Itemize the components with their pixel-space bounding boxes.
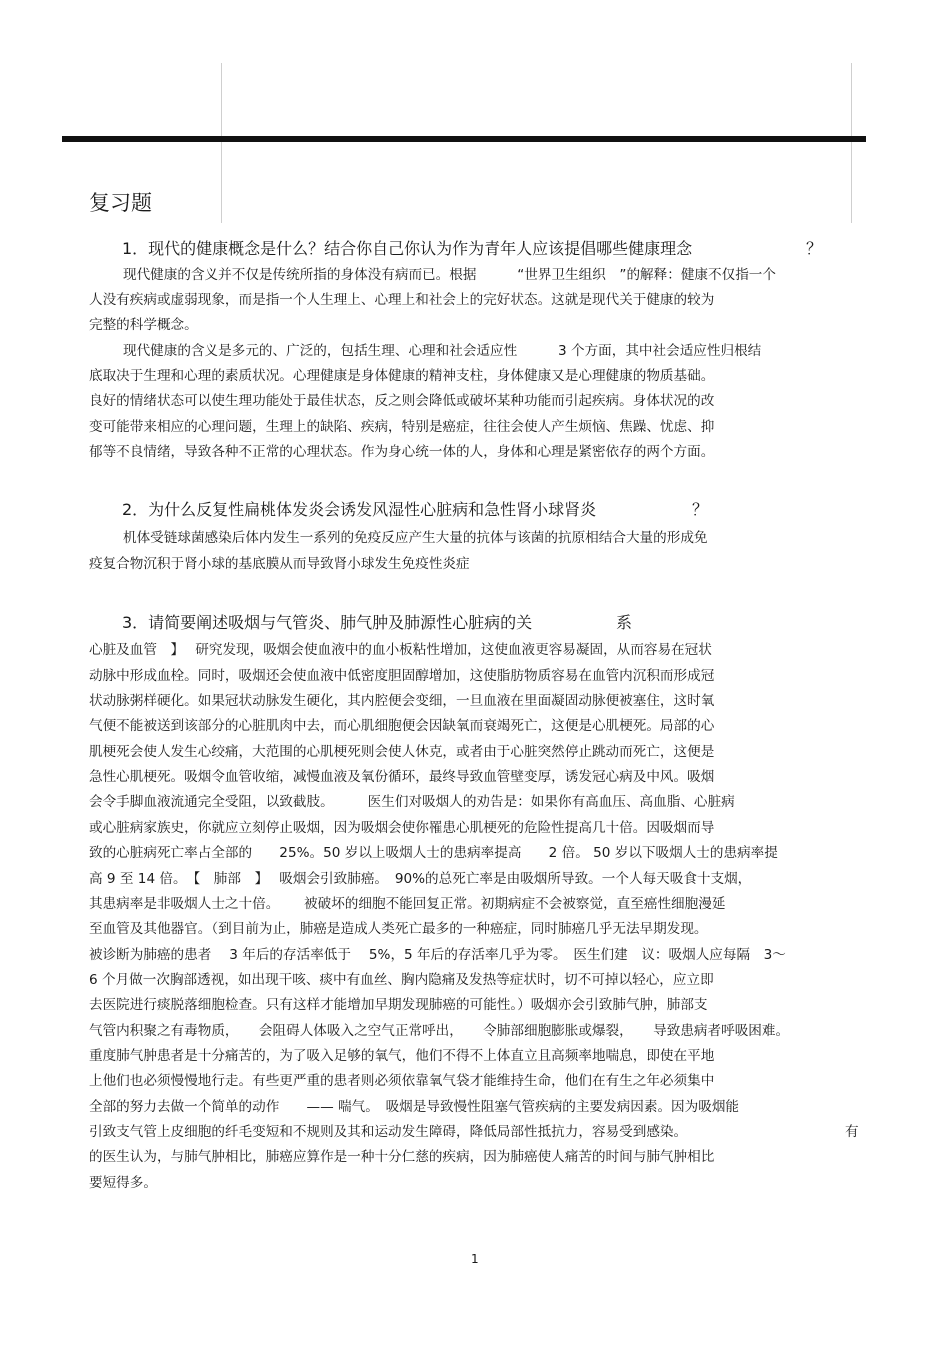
s3-line: 要短得多。	[89, 1175, 157, 1191]
s2-line: 疫复合物沉积于肾小球的基底膜从而导致肾小球发生免疫性炎症	[89, 556, 470, 572]
s3-line: 至血管及其他器官。（到目前为止，肺癌是造成人类死亡最多的一种癌症，同时肺癌几乎无法早期发现。	[89, 921, 708, 937]
s3-line: 全部的努力去做一个简单的动作 —— 喘气。 吸烟是导致慢性阻塞气管疾病的主要发病因素。因为吸烟能	[89, 1099, 740, 1115]
s3-line: 心脏及血管 】 研究发现，吸烟会使血液中的血小板粘性增加，这使血液更容易凝固，从而容易在冠状	[89, 642, 712, 658]
s1-line: 良好的情绪状态可以使生理功能处于最佳状态，反之则会降低或破坏某种功能而引起疾病。身体状况的改	[89, 393, 715, 409]
margin-guide-right	[851, 63, 852, 223]
s3-line: 状动脉粥样硬化。如果冠状动脉发生硬化，其内腔便会变细，一旦血液在里面凝固动脉便被塞住，这时氧	[89, 693, 715, 709]
s3-line: 被诊断为肺癌的患者 3 年后的存活率低于 5%，5 年后的存活率几乎为零。 医生们建 议：吸烟人应每隔 3～	[89, 947, 786, 963]
s3-line: 肌梗死会使人发生心绞痛，大范围的心肌梗死则会使人休克，或者由于心脏突然停止跳动而死亡，这便是	[89, 744, 715, 760]
s3-line: 气便不能被送到该部分的心脏肌肉中去，而心肌细胞便会因缺氧而衰竭死亡，这便是心肌梗死。局部的心	[89, 718, 715, 734]
s3-line: 引致支气管上皮细胞的纤毛变短和不规则及其和运动发生障碍，降低局部性抵抗力，容易受到感染。	[89, 1124, 688, 1140]
question-3-heading	[122, 610, 532, 633]
question-1-text: 1．现代的健康概念是什么？结合你自己你认为作为青年人应该提倡哪些健康理念	[122, 239, 693, 258]
header-rule	[62, 136, 866, 142]
s1-line: 现代健康的含义是多元的、广泛的，包括生理、心理和社会适应性 3 个方面，其中社会适应性归根结	[123, 343, 762, 359]
question-1-mark: ？	[806, 239, 823, 258]
s1-line: 现代健康的含义并不仅是传统所指的身体没有病而已。根据 “世界卫生组织 ”的解释：健康不仅指一个	[123, 267, 776, 283]
s3-trailing-word: 有	[845, 1124, 859, 1140]
s3-line: 会令手脚血液流通完全受阻，以致截肢。 医生们对吸烟人的劝告是：如果你有高血压、高血脂、心脏病	[89, 794, 735, 810]
question-2-text: 2．为什么反复性扁桃体发炎会诱发风湿性心脏病和急性肾小球肾炎	[122, 500, 597, 519]
s1-line: 底取决于生理和心理的素质状况。心理健康是身体健康的精神支柱，身体健康又是心理健康的物质基础。	[89, 368, 715, 384]
s3-line: 的医生认为，与肺气肿相比，肺癌应算作是一种十分仁慈的疾病，因为肺癌使人痛苦的时间与肺气肿相比	[89, 1149, 715, 1165]
question-3-text: 3．请简要阐述吸烟与气管炎、肺气肿及肺源性心脏病的关	[122, 613, 533, 632]
s3-line: 去医院进行痰脱落细胞检查。只有这样才能增加早期发现肺癌的可能性。）吸烟亦会引致肺气肿，肺部支	[89, 997, 708, 1013]
question-1-heading	[122, 236, 692, 259]
s1-line: 变可能带来相应的心理问题，生理上的缺陷、疾病，特别是癌症，往往会使人产生烦恼、焦躁、忧虑、抑	[89, 419, 715, 435]
s3-line: 致的心脏病死亡率占全部的 25%。50 岁以上吸烟人士的患病率提高 2 倍。 50 岁以下吸烟人士的患病率提	[89, 845, 778, 861]
s3-line: 急性心肌梗死。吸烟令血管收缩，减慢血液及氧份循环，最终导致血管壁变厚，诱发冠心病及中风。吸烟	[89, 769, 715, 785]
page-number: 1	[471, 1252, 479, 1266]
s3-line: 动脉中形成血栓。同时，吸烟还会使血液中低密度胆固醇增加，这使脂肪物质容易在血管内沉积而形成冠	[89, 668, 715, 684]
question-2-mark: ？	[692, 500, 709, 519]
s3-line: 高 9 至 14 倍。 【 肺部 】 吸烟会引致肺癌。 90%的总死亡率是由吸烟所导致。一个人每天吸食十支烟，	[89, 871, 752, 887]
s1-line: 完整的科学概念。	[89, 317, 198, 333]
question-3-mark: 系	[616, 613, 633, 632]
s3-line: 气管内积聚之有毒物质， 会阻碍人体吸入之空气正常呼出， 令肺部细胞膨胀或爆裂， 导致患病者呼吸困难。	[89, 1023, 790, 1039]
s3-line: 重度肺气肿患者是十分痛苦的，为了吸入足够的氧气，他们不得不上体直立且高频率地喘息，即使在平地	[89, 1048, 715, 1064]
margin-guide-left	[221, 63, 222, 223]
s3-line: 6 个月做一次胸部透视，如出现干咳、痰中有血丝、胸内隐痛及发热等症状时，切不可掉以轻心，应立即	[89, 972, 714, 988]
page-title: 复习题	[89, 191, 152, 215]
s1-line: 郁等不良情绪，导致各种不正常的心理状态。作为身心统一体的人，身体和心理是紧密依存的两个方面。	[89, 444, 715, 460]
s3-line: 或心脏病家族史，你就应立刻停止吸烟，因为吸烟会使你罹患心肌梗死的危险性提高几十倍。因吸烟而导	[89, 820, 715, 836]
s1-line: 人没有疾病或虚弱现象，而是指一个人生理上、心理上和社会上的完好状态。这就是现代关于健康的较为	[89, 292, 715, 308]
s3-line: 上他们也必须慢慢地行走。有些更严重的患者则必须依靠氧气袋才能维持生命，他们在有生之年必须集中	[89, 1073, 715, 1089]
question-2-heading	[122, 497, 596, 520]
s3-line: 其患病率是非吸烟人士之十倍。 被破坏的细胞不能回复正常。初期病症不会被察觉，直至癌性细胞漫延	[89, 896, 726, 912]
s2-line: 机体受链球菌感染后体内发生一系列的免疫反应产生大量的抗体与该菌的抗原相结合大量的形成免	[123, 530, 708, 546]
